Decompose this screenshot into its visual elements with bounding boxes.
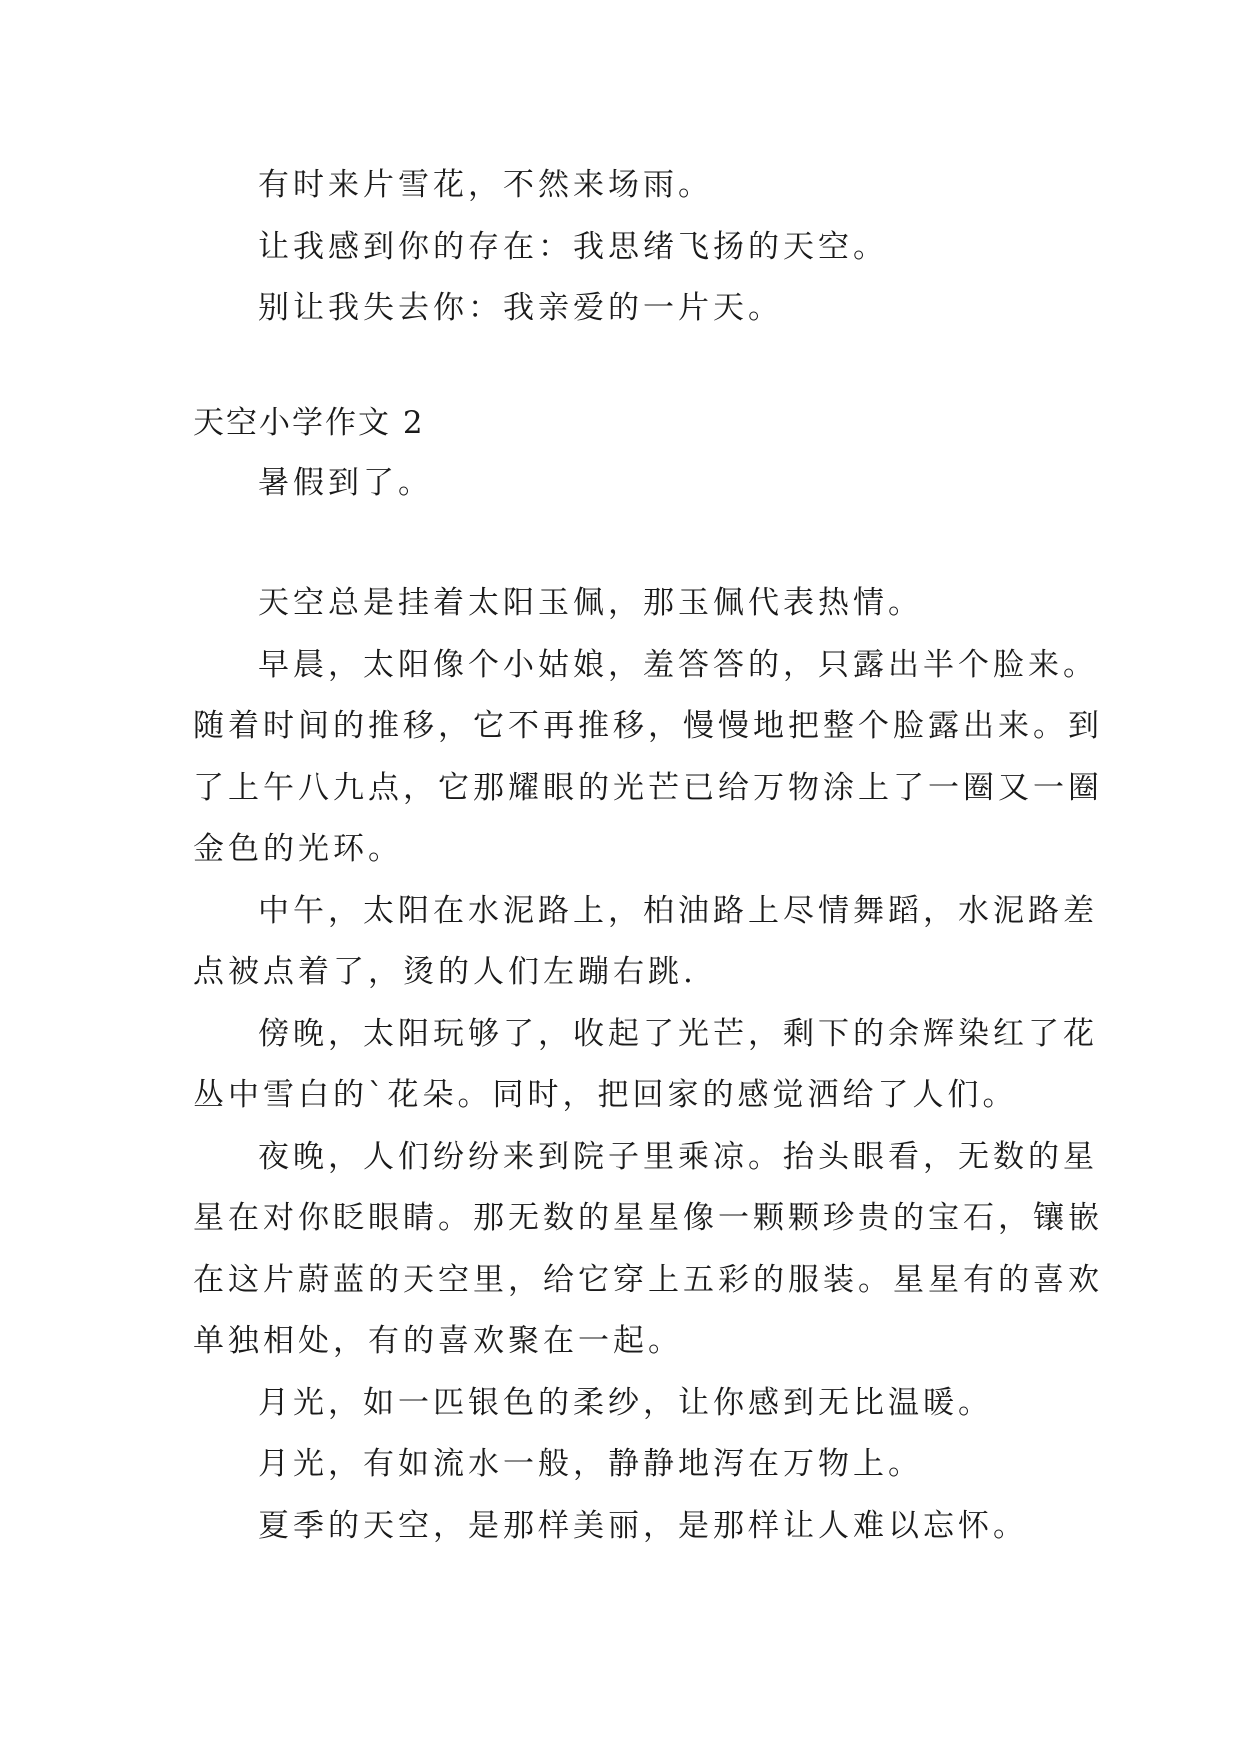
paragraph-line: 星在对你眨眼睛。那无数的星星像一颗颗珍贵的宝石，镶嵌 [193, 1200, 1103, 1236]
section-title: 天空小学作文 2 [193, 405, 425, 441]
paragraph-line: 单独相处，有的喜欢聚在一起。 [193, 1323, 683, 1359]
paragraph-line: 有时来片雪花，不然来场雨。 [258, 167, 713, 203]
paragraph-line: 暑假到了。 [258, 465, 433, 501]
paragraph-line: 让我感到你的存在：我思绪飞扬的天空。 [258, 229, 888, 265]
paragraph-line: 月光，有如流水一般，静静地泻在万物上。 [258, 1446, 923, 1482]
paragraph-line: 金色的光环。 [193, 831, 403, 867]
paragraph-line: 夜晚，人们纷纷来到院子里乘凉。抬头眼看，无数的星 [258, 1139, 1098, 1175]
paragraph-line: 中午，太阳在水泥路上，柏油路上尽情舞蹈，水泥路差 [258, 893, 1098, 929]
paragraph-line: 了上午八九点，它那耀眼的光芒已给万物涂上了一圈又一圈 [193, 770, 1103, 806]
paragraph-line: 夏季的天空，是那样美丽，是那样让人难以忘怀。 [258, 1508, 1028, 1544]
paragraph-line: 点被点着了，烫的人们左蹦右跳. [193, 954, 697, 990]
paragraph-line: 月光，如一匹银色的柔纱，让你感到无比温暖。 [258, 1385, 993, 1421]
paragraph-line: 天空总是挂着太阳玉佩，那玉佩代表热情。 [258, 585, 923, 621]
paragraph-line: 早晨，太阳像个小姑娘，羞答答的，只露出半个脸来。 [258, 647, 1098, 683]
paragraph-line: 丛中雪白的`花朵。同时，把回家的感觉洒给了人们。 [193, 1077, 1018, 1113]
paragraph-line: 在这片蔚蓝的天空里，给它穿上五彩的服装。星星有的喜欢 [193, 1262, 1103, 1298]
paragraph-line: 随着时间的推移，它不再推移，慢慢地把整个脸露出来。到 [193, 708, 1103, 744]
paragraph-line: 傍晚，太阳玩够了，收起了光芒，剩下的余辉染红了花 [258, 1016, 1098, 1052]
paragraph-line: 别让我失去你：我亲爱的一片天。 [258, 290, 783, 326]
